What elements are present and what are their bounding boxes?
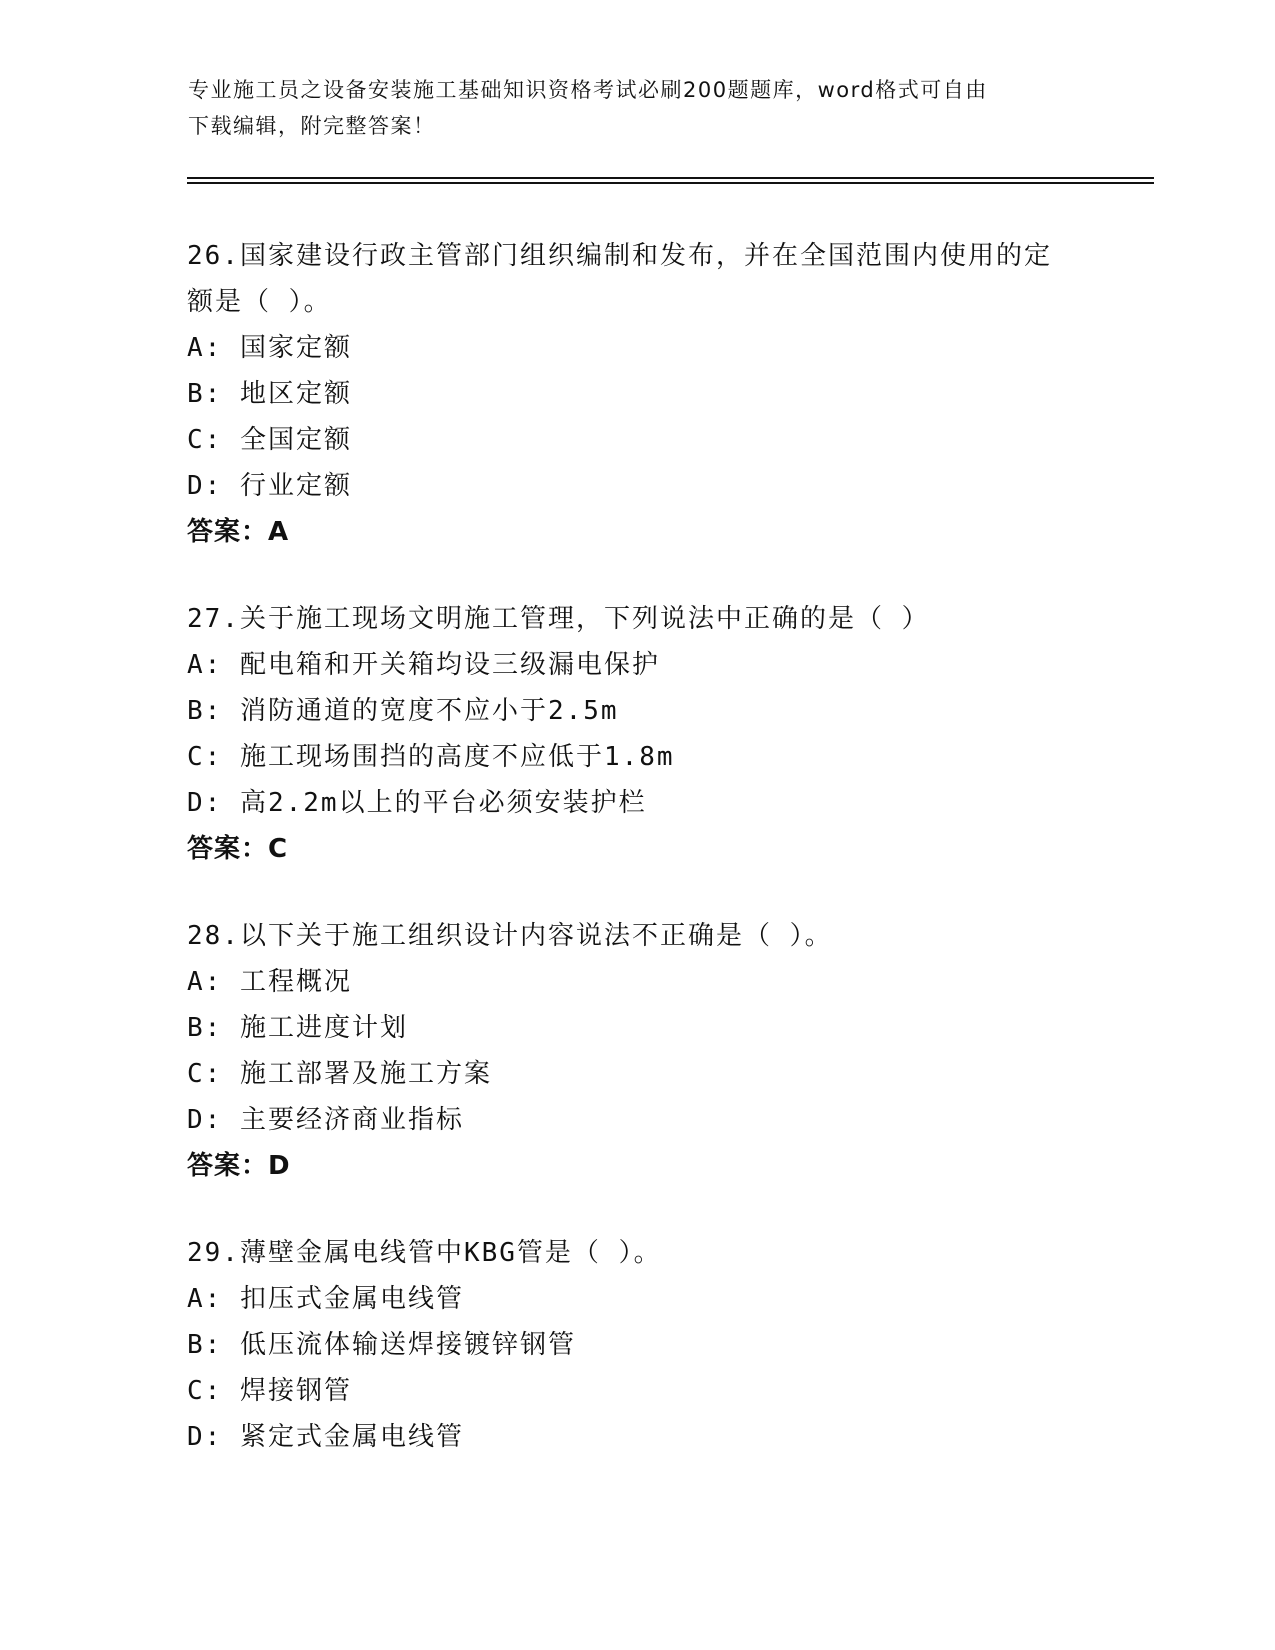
- option-a: A: 国家定额: [187, 333, 352, 363]
- header-divider-bottom: [187, 182, 1154, 184]
- option-b: B: 消防通道的宽度不应小于2.5m: [187, 696, 619, 726]
- question-26: [187, 233, 1147, 555]
- option-c: C: 全国定额: [187, 425, 352, 455]
- option-d: D: 紧定式金属电线管: [187, 1422, 464, 1452]
- document-header: [188, 72, 1088, 144]
- option-c: C: 施工部署及施工方案: [187, 1059, 492, 1089]
- question-stem-line-1: 26.国家建设行政主管部门组织编制和发布，并在全国范围内使用的定: [187, 241, 1052, 271]
- header-divider-top: [187, 177, 1154, 179]
- header-title-line-2: 下载编辑，附完整答案！: [188, 114, 436, 138]
- option-d: D: 行业定额: [187, 471, 352, 501]
- question-stem-line-1: 28.以下关于施工组织设计内容说法不正确是（ ）。: [187, 921, 833, 951]
- question-29: [187, 1230, 1147, 1460]
- option-c: C: 施工现场围挡的高度不应低于1.8m: [187, 742, 675, 772]
- answer-label: 答案：A: [187, 517, 290, 547]
- option-a: A: 工程概况: [187, 967, 352, 997]
- header-title-line-1: 专业施工员之设备安装施工基础知识资格考试必刷200题题库，word格式可自由: [188, 78, 988, 102]
- question-stem-line-1: 29.薄壁金属电线管中KBG管是（ ）。: [187, 1238, 662, 1268]
- option-b: B: 地区定额: [187, 379, 352, 409]
- question-stem-line-1: 27.关于施工现场文明施工管理，下列说法中正确的是（ ）: [187, 604, 930, 634]
- option-a: A: 扣压式金属电线管: [187, 1284, 464, 1314]
- option-d: D: 高2.2m以上的平台必须安装护栏: [187, 788, 647, 818]
- question-stem-line-2: 额是（ ）。: [187, 287, 332, 317]
- answer-label: 答案：C: [187, 834, 289, 864]
- option-a: A: 配电箱和开关箱均设三级漏电保护: [187, 650, 660, 680]
- question-28: [187, 913, 1147, 1189]
- option-c: C: 焊接钢管: [187, 1376, 352, 1406]
- question-27: [187, 596, 1147, 872]
- option-b: B: 低压流体输送焊接镀锌钢管: [187, 1330, 576, 1360]
- option-b: B: 施工进度计划: [187, 1013, 408, 1043]
- question-list: [187, 233, 1147, 1501]
- option-d: D: 主要经济商业指标: [187, 1105, 464, 1135]
- answer-label: 答案：D: [187, 1151, 291, 1181]
